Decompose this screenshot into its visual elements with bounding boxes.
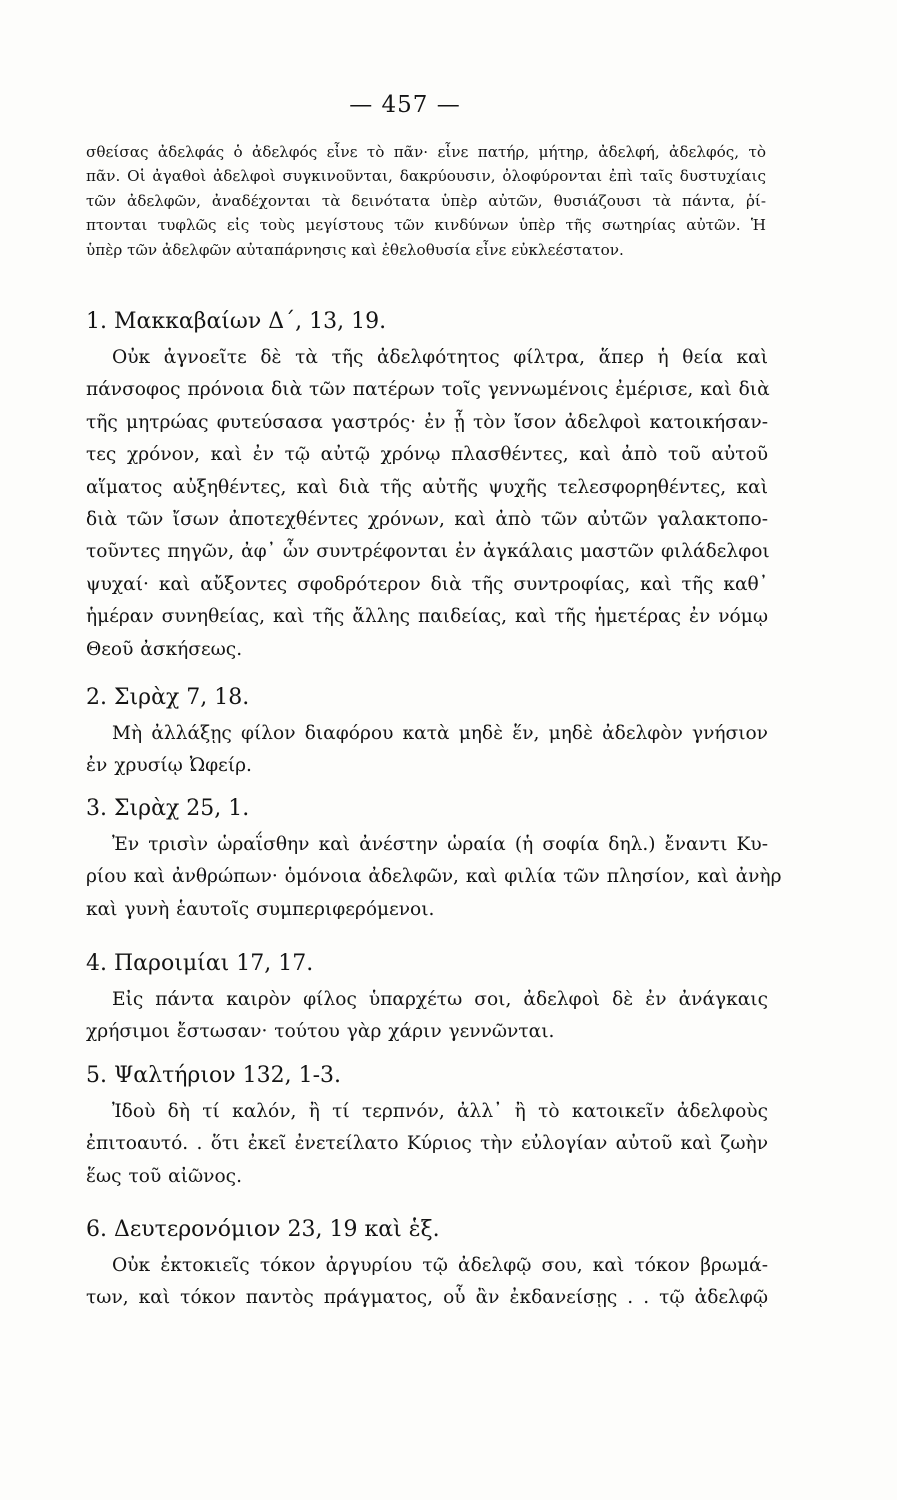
body-line: διὰ τῶν ἴσων ἀποτεχθέντες χρόνων, καὶ ἀπὸ τῶν αὐτῶν γαλακτοπο- [86, 509, 768, 531]
body-line: αἵματος αὐξηθέντες, καὶ διὰ τῆς αὐτῆς ψυχῆς τελεσφορηθέντες, καὶ [86, 476, 768, 498]
body-line: Οὐκ ἀγνοεῖτε δὲ τὰ τῆς ἀδελφότητος φίλτρα, ἅπερ ἡ θεία καὶ [112, 347, 768, 368]
section-body [86, 342, 768, 666]
intro-line: τῶν ἀδελφῶν, ἀναδέχονται τὰ δεινότατα ὑπὲρ αὐτῶν, θυσιάζουσι τὰ πάντα, ῥί- [86, 191, 766, 210]
section-heading: 3. Σιρὰχ 25, 1. [86, 796, 250, 821]
section-6 [86, 1216, 768, 1315]
body-line: τες χρόνον, καὶ ἐν τῷ αὐτῷ χρόνῳ πλασθέντες, καὶ ἀπὸ τοῦ αὐτοῦ [86, 444, 768, 466]
body-line: ἐπιτοαυτό. . ὅτι ἐκεῖ ἐνετείλατο Κύριος τὴν εὐλογίαν αὐτοῦ καὶ ζωὴν [86, 1133, 768, 1155]
section-heading: 5. Ψαλτήριον 132, 1-3. [86, 1063, 341, 1088]
section-heading: 4. Παροιμίαι 17, 17. [86, 951, 314, 976]
body-line: ἐν χρυσίῳ Ὠφείρ. [86, 755, 252, 777]
body-line: ψυχαί· καὶ αὔξοντες σφοδρότερον διὰ τῆς συντροφίας, καὶ τῆς καθ᾽ [86, 573, 768, 595]
section-body [86, 1096, 768, 1193]
section-1 [86, 308, 768, 666]
body-line: Θεοῦ ἀσκήσεως. [86, 638, 243, 660]
section-3 [86, 795, 782, 926]
body-line: των, καὶ τόκον παντὸς πράγματος, οὗ ἂν ἐκδανείσῃς . . τῷ ἀδελφῷ [86, 1287, 768, 1309]
section-4 [86, 950, 768, 1049]
intro-line: πτονται τυφλῶς εἰς τοὺς μεγίστους τῶν κινδύνων ὑπὲρ τῆς σωτηρίας αὐτῶν. Ἡ [86, 216, 766, 235]
section-body [86, 984, 768, 1049]
section-body [86, 718, 768, 783]
body-line: ἕως τοῦ αἰῶνος. [86, 1165, 242, 1187]
section-body [86, 1250, 768, 1315]
intro-paragraph [86, 140, 766, 262]
section-body [86, 829, 782, 926]
body-line: Οὐκ ἐκτοκιεῖς τόκον ἀργυρίου τῷ ἀδελφῷ σου, καὶ τόκον βρωμά- [112, 1255, 768, 1276]
body-line: χρήσιμοι ἔστωσαν· τούτου γὰρ χάριν γεννῶνται. [86, 1021, 555, 1043]
intro-line: πᾶν. Οἱ ἀγαθοὶ ἀδελφοὶ συγκινοῦνται, δακρύουσιν, ὀλοφύρονται ἐπὶ ταῖς δυστυχίαις [86, 167, 766, 186]
body-line: Μὴ ἀλλάξῃς φίλον διαφόρου κατὰ μηδὲ ἕν, μηδὲ ἀδελφὸν γνήσιον [112, 723, 768, 744]
body-line: πάνσοφος πρόνοια διὰ τῶν πατέρων τοῖς γεννωμένοις ἐμέρισε, καὶ διὰ [86, 379, 770, 401]
body-line: ρίου καὶ ἀνθρώπων· ὁμόνοια ἀδελφῶν, καὶ φιλία τῶν πλησίον, καὶ ἀνὴρ [86, 866, 782, 888]
body-line: Ἐν τρισὶν ὡραΐσθην καὶ ἀνέστην ὡραία (ἡ σοφία δηλ.) ἔναντι Κυ- [112, 834, 768, 855]
body-line: Εἰς πάντα καιρὸν φίλος ὑπαρχέτω σοι, ἀδελφοὶ δὲ ἐν ἀνάγκαις [112, 989, 768, 1010]
section-heading: 1. Μακκαβαίων Δ΄, 13, 19. [86, 309, 387, 334]
body-line: καὶ γυνὴ ἑαυτοῖς συμπεριφερόμενοι. [86, 898, 435, 920]
intro-line: ὑπὲρ τῶν ἀδελφῶν αὐταπάρνησις καὶ ἐθελοθυσία εἶνε εὐκλεέστατον. [86, 240, 624, 259]
page-number: — 457 — [349, 92, 461, 118]
intro-line: σθείσας ἀδελφάς ὁ ἀδελφός εἶνε τὸ πᾶν· εἶνε πατήρ, μήτηρ, ἀδελφή, ἀδελφός, τὸ [86, 143, 766, 161]
section-5 [86, 1062, 768, 1193]
body-line: τοῦντες πηγῶν, ἀφ᾽ ὧν συντρέφονται ἐν ἀγκάλαις μαστῶν φιλάδελφοι [86, 541, 770, 563]
body-line: ἡμέραν συνηθείας, καὶ τῆς ἄλλης παιδείας, καὶ τῆς ἡμετέρας ἐν νόμῳ [86, 606, 768, 628]
body-line: τῆς μητρώας φυτεύσασα γαστρός· ἐν ᾗ τὸν ἴσον ἀδελφοὶ κατοικήσαν- [86, 411, 768, 433]
body-line: Ἰδοὺ δὴ τί καλόν, ἢ τί τερπνόν, ἀλλ᾽ ἢ τὸ κατοικεῖν ἀδελφοὺς [112, 1101, 768, 1122]
section-heading: 6. Δευτερονόμιον 23, 19 καὶ ἑξ. [86, 1217, 440, 1242]
section-heading: 2. Σιρὰχ 7, 18. [86, 685, 250, 710]
section-2 [86, 684, 768, 783]
